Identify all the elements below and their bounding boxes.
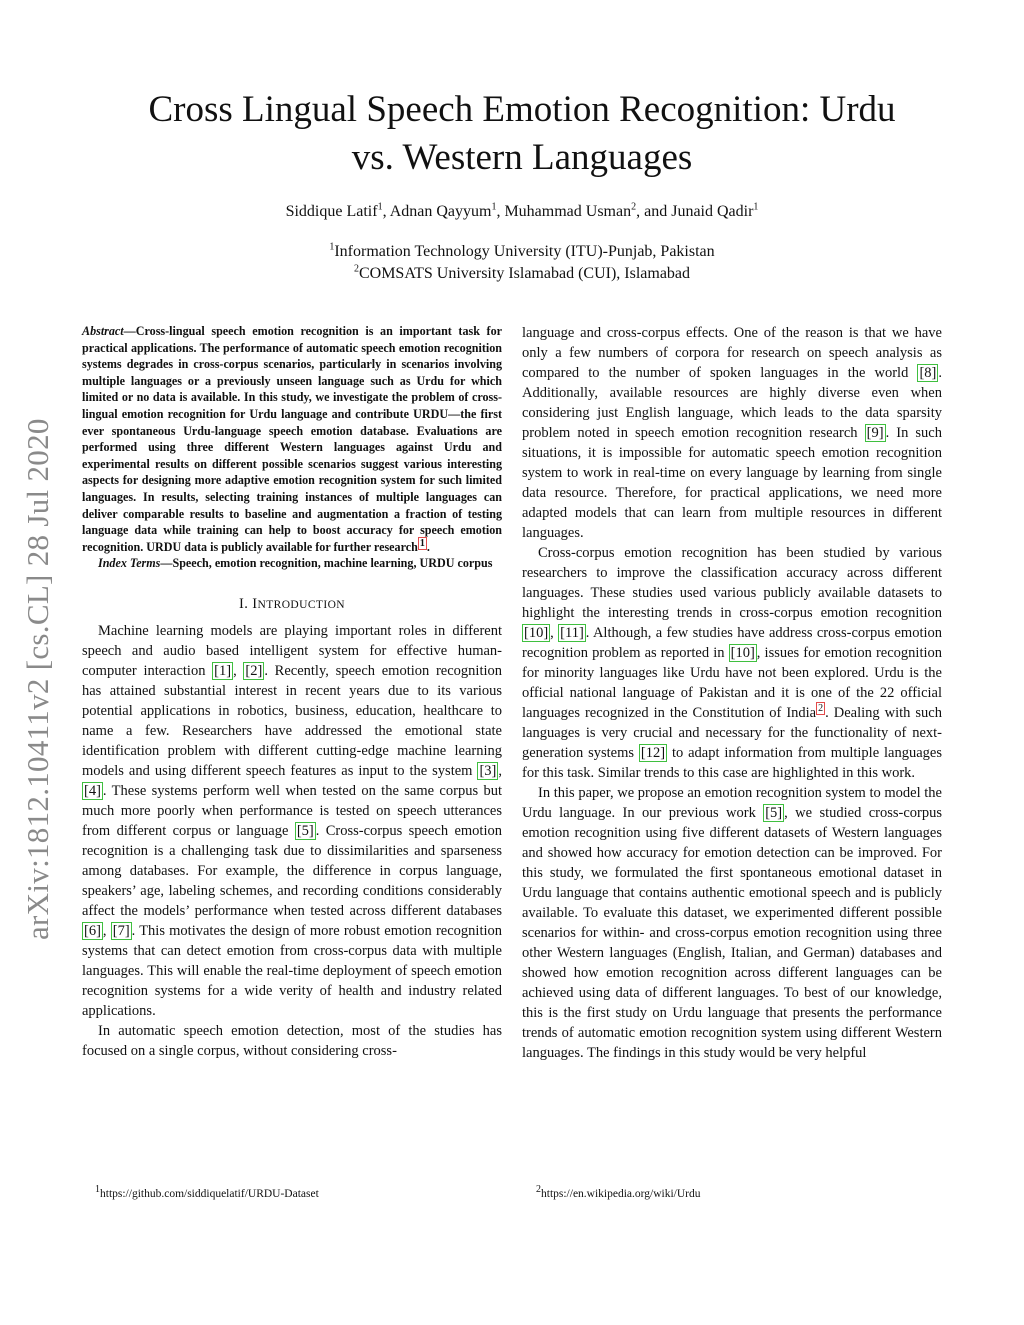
citation-link[interactable]: [12] bbox=[640, 745, 666, 761]
citation-link[interactable]: [7] bbox=[112, 922, 130, 939]
citation-link[interactable]: [5] bbox=[765, 805, 783, 821]
author-list: Siddique Latif$^1$, Adnan Qayyum$^1$, Muhammad Usman$^2$, and Junaid Qadir$^1$ bbox=[285, 201, 759, 220]
citation-link[interactable]: [10] bbox=[524, 625, 549, 641]
footnote-url[interactable]: https://en.wikipedia.org/wiki/Urdu bbox=[541, 1188, 701, 1200]
footnote-link[interactable]: 1 bbox=[419, 537, 425, 549]
affiliation-list bbox=[60, 241, 984, 285]
citation-link[interactable]: [10] bbox=[730, 645, 755, 661]
index-terms bbox=[82, 555, 502, 572]
citation-link[interactable]: [9] bbox=[866, 425, 884, 441]
citation-link[interactable]: [2] bbox=[245, 662, 263, 679]
right-column bbox=[522, 323, 942, 1063]
section-title-rest: NTRODUCTION bbox=[257, 598, 345, 611]
affiliation bbox=[60, 241, 984, 263]
author-affiliation-mark: 1 bbox=[491, 201, 497, 213]
paragraph: Machine learning models are playing important roles in different speech and audio based intelligent system for effective human-computer interaction [1] , [2] . Recently, speech emotion recognition has attained substantial interest in recent years due to its various potential applications in robotics, business, education, healthcare to name a few. Researchers have addressed the emotional state identification problem with different cutting-edge machine learning models and using different speech features as input to the system [3] , [4] . These systems perform well when tested on the same corpus but much more poorly when performance is tested on speech utterances from different corpus or language [5] . Cross-corpus speech emotion recognition is a challenging task due to dissimilarities and sparseness among databases. For example, the difference in corpus language, speakers’ age, labeling schemes, and recording conditions considerably affect the models’ performance when tested across different databases [6] , [7] . This motivates the design of more robust emotion recognition systems that can detect emotion from cross-corpus data with multiple languages. This will enable the real-time deployment of speech emotion recognition systems for a wide verity of health and industry related applications. bbox=[82, 622, 503, 1019]
abstract-text bbox=[82, 323, 502, 555]
author-name: Adnan Qayyum bbox=[389, 203, 492, 220]
left-column bbox=[82, 323, 502, 1061]
index-terms-body: —Speech, emotion recognition, machine learning, URDU corpus bbox=[160, 556, 493, 571]
index-terms-lead: Index Terms bbox=[98, 556, 161, 571]
paragraph: In automatic speech emotion detection, most of the studies has focused on a single corpus, without considering cross- bbox=[82, 1022, 502, 1059]
title-line-1: Cross Lingual Speech Emotion Recognition: Urdu bbox=[148, 89, 896, 130]
citation-link[interactable]: [6] bbox=[84, 922, 101, 939]
author-name: Siddique Latif bbox=[285, 203, 378, 220]
footnote bbox=[95, 1184, 319, 1201]
author-affiliation-mark: 1 bbox=[753, 201, 759, 213]
title-line-2: vs. Western Languages bbox=[351, 137, 693, 178]
abstract-lead: Abstract bbox=[82, 324, 124, 338]
footnote-number: 1 bbox=[95, 1184, 100, 1196]
paragraph: language and cross-corpus effects. One of the reason is that we have only a few numbers of corpora for research on speech analysis as compared to the number of spoken languages in the world [8] . Additionally, available resources are highly diverse even when considering just English language, which leads to the data sparsity problem noted in speech emotion recognition research [9] . In such situations, it is impossible for automatic speech emotion recognition system to work in real-time on every language by learning from single data resource. Therefore, for practical applications, we need more adapted models that can learn from multiple resources in different languages. bbox=[522, 325, 942, 541]
footnote-link[interactable]: 2 bbox=[818, 703, 824, 715]
arxiv-identifier: arXiv:1812.10411v2 [cs.CL] 28 Jul 2020 bbox=[20, 418, 55, 940]
affiliation bbox=[60, 263, 984, 285]
abstract-body: —Cross-lingual speech emotion recognition is an important task for practical applications. The performance of automatic speech emotion recognition systems degrades in cross-corpus scenarios, particularly in scenarios involving multiple languages or a previously unseen language such as Urdu for which limited or no data is available. In this study, we investigate the problem of cross-lingual emotion recognition for Urdu language and contribute URDU—the first ever spontaneous Urdu-language speech emotion database. Evaluations are performed using three different Western languages against Urdu and experimental results on different possible scenarios suggest various interesting aspects for designing more adaptive emotion recognition system for such limited languages. In results, selecting training instances of multiple languages can deliver comparable results to baseline and augmentation a fraction of testing language data while training can help to boost accuracy for speech emotion recognition. URDU data is publicly available for further research bbox=[82, 324, 502, 554]
affiliation-text: COMSATS University Islamabad (CUI), Islamabad bbox=[358, 265, 691, 282]
footnote-url[interactable]: https://github.com/siddiquelatif/URDU-Dataset bbox=[100, 1188, 319, 1200]
citation-link[interactable]: [4] bbox=[84, 782, 101, 799]
citation-link[interactable]: [8] bbox=[919, 365, 937, 381]
section-number: I. bbox=[239, 595, 249, 612]
section-title-initial: I bbox=[252, 595, 258, 612]
citation-link[interactable]: [3] bbox=[479, 762, 497, 779]
author-affiliation-mark: 2 bbox=[631, 201, 637, 213]
introduction-right-text bbox=[522, 323, 942, 1063]
citation-link[interactable]: [1] bbox=[214, 662, 232, 679]
paper-title bbox=[60, 86, 984, 182]
section-heading-introduction bbox=[82, 594, 502, 615]
citation-link[interactable]: [11] bbox=[560, 625, 584, 641]
introduction-left-text bbox=[82, 621, 502, 1061]
author-name: Muhammad Usman bbox=[504, 203, 632, 220]
abstract-end: . bbox=[426, 539, 430, 554]
citation-link[interactable]: [5] bbox=[296, 822, 314, 839]
paragraph: Cross-corpus emotion recognition has been studied by various researchers to improve the classification accuracy across different languages. These studies used various publicly available datasets to highlight the interesting trends in cross-corpus emotion recognition [10] , [11] . Although, a few studies have address cross-corpus emotion recognition problem as reported in [10] , issues for emotion recognition for minority languages like Urdu have not been explored. Urdu is the official national language of Pakistan and it is one of the 22 official languages recognized in the Constitution of India $^2$ . Dealing with such languages is very crucial and necessary for the functionality of next-generation systems [12] to adapt information from multiple languages for this task. Similar trends to this case are highlighted in this work. bbox=[522, 545, 943, 781]
paragraph: In this paper, we propose an emotion recognition system to model the Urdu language. In our previous work [5] , we studied cross-corpus emotion recognition using five different datasets of Western languages and showed how accuracy for emotion detection can be improved. For this study, we formulated the first spontaneous emotional dataset in Urdu language that contains authentic emotional speech and is publicly available. To evaluate this dataset, we experimented different possible scenarios for within- and cross-corpus emotion recognition using three other Western languages (English, Italian, and German) databases and showed how emotion recognition across different languages can be achieved using data of different languages. To best of our knowledge, this is the first study on Urdu language that presents the performance trends of automatic emotion recognition system using different Western languages. The findings in this study would be very helpful bbox=[522, 785, 942, 1061]
affiliation-number: 2 bbox=[353, 263, 359, 275]
abstract bbox=[82, 323, 502, 572]
author-affiliation-mark: 1 bbox=[377, 201, 383, 213]
affiliation-text: Information Technology University (ITU)-Punjab, Pakistan bbox=[334, 243, 715, 260]
footnote bbox=[536, 1184, 701, 1201]
author-name: Junaid Qadir bbox=[671, 203, 754, 220]
footnote-number: 2 bbox=[536, 1184, 541, 1196]
affiliation-number: 1 bbox=[329, 241, 335, 253]
